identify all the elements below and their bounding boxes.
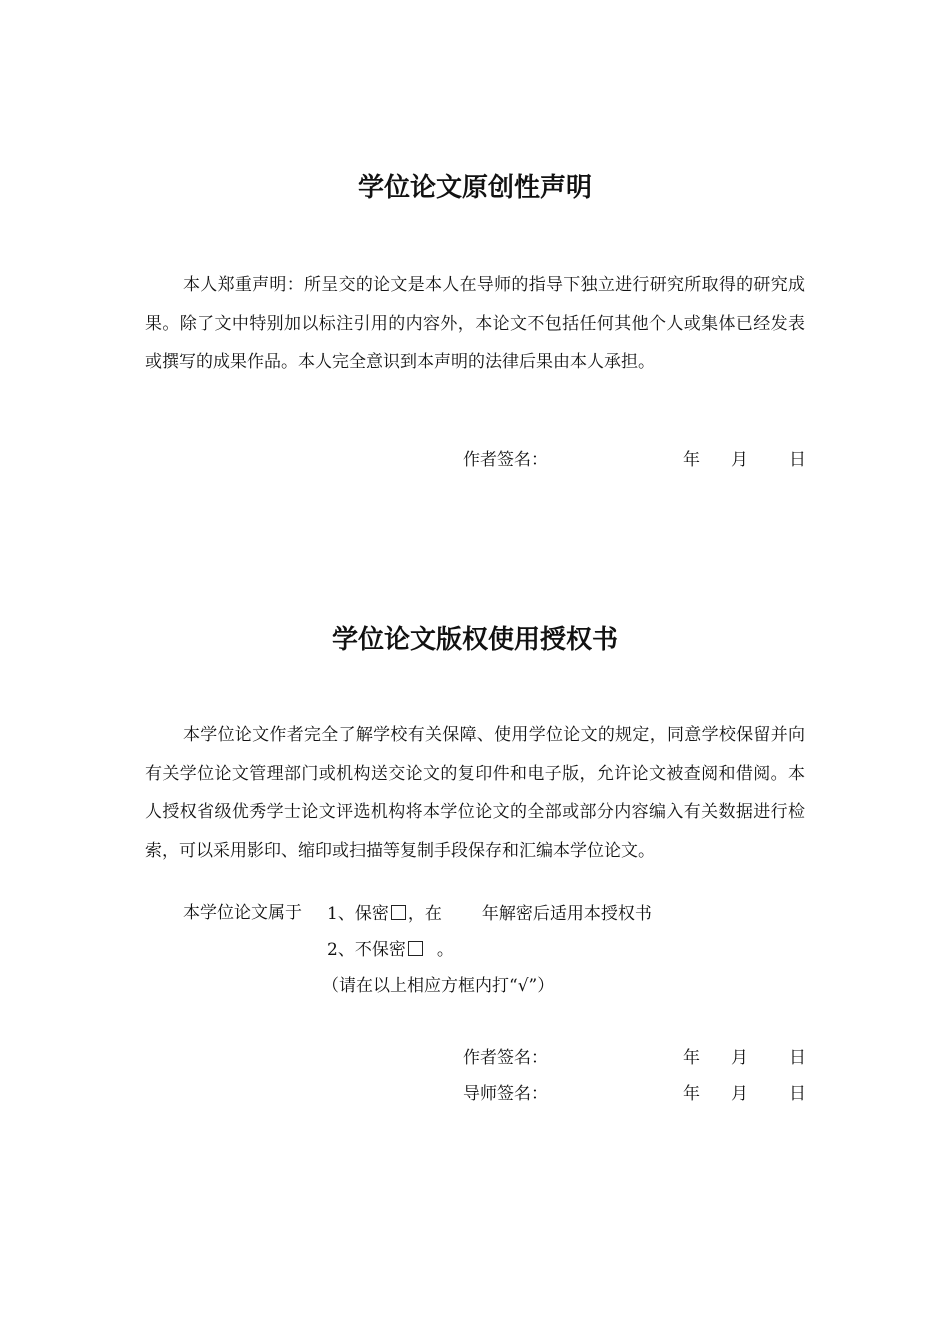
- option-confidential: [327, 905, 652, 923]
- confidential-checkbox[interactable]: [391, 905, 406, 920]
- option-not-confidential: [327, 941, 454, 959]
- year-label: 年: [683, 1084, 700, 1104]
- month-label: 月: [731, 1084, 748, 1104]
- declaration-title: 学位论文原创性声明: [357, 173, 592, 203]
- checkbox-instruction: （请在以上相应方框内打“√”）: [322, 976, 555, 996]
- month-label: 月: [731, 450, 748, 470]
- not-confidential-checkbox[interactable]: [408, 941, 423, 956]
- option2-suffix: 。: [436, 940, 454, 960]
- day-label: 日: [789, 1084, 806, 1104]
- declaration-paragraph: 本人郑重声明：所呈交的论文是本人在导师的指导下独立进行研究所取得的研究成果。除了文中特别加以标注引用的内容外，本论文不包括任何其他个人或集体已经发表或撰写的成果作品。本人完全意识到本声明的法律后果由本人承担。: [145, 275, 805, 372]
- authorization-title: 学位论文版权使用授权书: [331, 625, 618, 655]
- author-signature-label: 作者签名：: [463, 450, 548, 470]
- year-label: 年: [683, 1048, 700, 1068]
- option2-prefix: 2、不保密: [327, 940, 406, 960]
- option1-mid: ，在: [407, 904, 442, 924]
- option1-prefix: 1、保密: [327, 904, 389, 924]
- year-label: 年: [683, 450, 700, 470]
- authorization-paragraph: 本学位论文作者完全了解学校有关保障、使用学位论文的规定，同意学校保留并向有关学位论文管理部门或机构送交论文的复印件和电子版，允许论文被查阅和借阅。本人授权省级优秀学士论文评选机构将本学位论文的全部或部分内容编入有关数据进行检索，可以采用影印、缩印或扫描等复制手段保存和汇编本学位论文。: [145, 725, 805, 861]
- belongs-label: 本学位论文属于: [183, 903, 302, 923]
- day-label: 日: [789, 1048, 806, 1068]
- month-label: 月: [731, 1048, 748, 1068]
- day-label: 日: [789, 450, 806, 470]
- author-signature-label: 作者签名：: [463, 1048, 548, 1068]
- advisor-signature-label: 导师签名：: [463, 1084, 548, 1104]
- option1-suffix: 年解密后适用本授权书: [481, 904, 652, 924]
